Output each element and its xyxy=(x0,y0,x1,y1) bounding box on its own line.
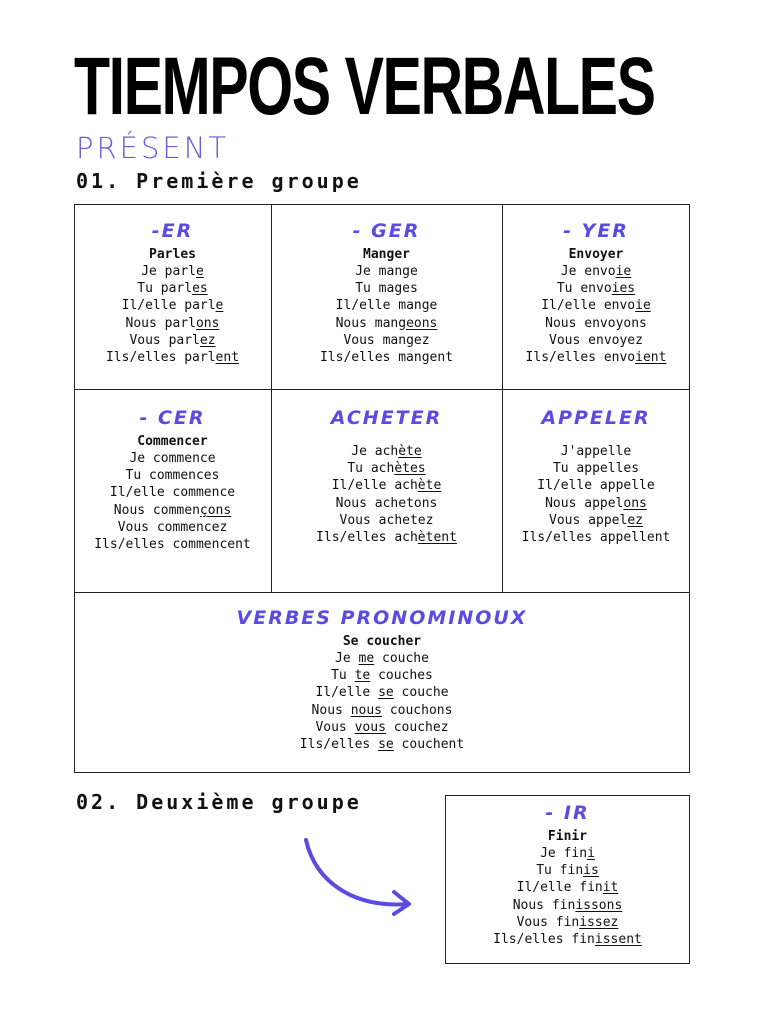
conjugation-line: Il/elle finit xyxy=(516,880,619,896)
cell-heading: - CER xyxy=(139,407,206,429)
verb-infinitive: Envoyer xyxy=(568,247,624,262)
conjugation-line: Tu envoies xyxy=(556,281,636,297)
conjugation-cell-ger xyxy=(271,218,502,366)
conjugation-line: Vous mangez xyxy=(343,332,430,348)
conjugation-cell-ir xyxy=(445,800,690,948)
conjugation-line: Vous envoyez xyxy=(549,332,643,348)
page-title: TIEMPOS VERBALES xyxy=(74,41,655,132)
conjugation-line: Il/elle commence xyxy=(109,485,236,501)
conjugation-line: Vous parlez xyxy=(129,332,216,348)
conjugation-line: Nous parlons xyxy=(125,315,220,331)
conjugation-line: Tu parles xyxy=(137,281,208,297)
conjugation-line: Ils/elles commencent xyxy=(94,537,251,553)
conjugation-cell-yer xyxy=(502,218,690,366)
cell-heading: ACHETER xyxy=(330,407,443,429)
cell-heading: - GER xyxy=(352,220,421,242)
conjugation-line: Je mange xyxy=(355,264,418,279)
conjugation-line: Je me couche xyxy=(335,651,429,666)
conjugation-line: Ils/elles parlent xyxy=(105,350,240,366)
conjugation-line: Ils/elles finissent xyxy=(493,932,642,948)
conjugation-line: Il/elle envoie xyxy=(541,298,651,314)
verb-infinitive: Finir xyxy=(547,829,588,844)
conjugation-line: Vous finissez xyxy=(516,914,619,930)
page-subtitle: PRÉSENT xyxy=(76,131,230,165)
conjugation-line: Ils/elles appellent xyxy=(521,530,671,546)
conjugation-line: Tu mages xyxy=(355,281,418,297)
section-heading-second-group: 02. Deuxième groupe xyxy=(76,790,362,814)
conjugation-cell-pronominal xyxy=(74,605,690,753)
conjugation-line: Vous appelez xyxy=(549,512,643,528)
cell-heading: - IR xyxy=(545,802,590,824)
conjugation-line: Vous vous couchez xyxy=(315,719,449,735)
conjugation-cell-acheter xyxy=(271,405,502,546)
conjugation-line: Vous achetez xyxy=(339,512,434,528)
conjugation-line: Nous mangeons xyxy=(335,315,438,331)
conjugation-line: Il/elle parle xyxy=(121,298,224,314)
table-divider xyxy=(74,389,690,390)
conjugation-line: Nous finissons xyxy=(512,897,623,913)
conjugation-line: Nous envoyons xyxy=(545,315,647,331)
conjugation-line: Nous achetons xyxy=(335,495,438,511)
conjugation-line: Je envoie xyxy=(560,264,632,279)
conjugation-cell-er xyxy=(74,218,271,366)
conjugation-line: Ils/elles envoient xyxy=(525,350,667,366)
conjugation-line: Nous appelons xyxy=(545,495,647,511)
curved-arrow-icon xyxy=(296,834,420,920)
table-divider xyxy=(74,592,690,593)
conjugation-cell-appeler xyxy=(502,405,690,546)
conjugation-line: Ils/elles achètent xyxy=(316,530,457,546)
section-heading-first-group: 01. Première groupe xyxy=(76,169,362,193)
cell-heading: VERBES PRONOMINOUX xyxy=(236,607,528,629)
conjugation-line: Tu te couches xyxy=(331,668,433,684)
verb-infinitive: Parles xyxy=(149,247,196,262)
conjugation-line: Je achète xyxy=(351,444,422,459)
conjugation-line: Nous nous couchons xyxy=(311,702,453,718)
conjugation-line: Je commence xyxy=(129,451,216,466)
conjugation-line: Tu finis xyxy=(536,863,599,879)
conjugation-line: Tu achètes xyxy=(347,461,426,477)
cell-heading: APPELER xyxy=(541,407,651,429)
conjugation-line: Vous commencez xyxy=(117,519,228,535)
cell-heading: - YER xyxy=(563,220,629,242)
conjugation-line: Il/elle mange xyxy=(335,298,438,314)
conjugation-line: Nous commençons xyxy=(113,502,232,518)
conjugation-line: Il/elle achète xyxy=(331,478,442,494)
conjugation-line: Je parle xyxy=(141,264,204,279)
verb-infinitive: Commencer xyxy=(137,434,208,449)
conjugation-line: Tu commences xyxy=(125,468,220,484)
conjugation-line: Ils/elles se couchent xyxy=(299,737,465,753)
conjugation-line: J'appelle xyxy=(560,444,632,459)
conjugation-line: Ils/elles mangent xyxy=(319,350,454,366)
verb-infinitive: Se coucher xyxy=(342,634,422,649)
conjugation-line: Tu appelles xyxy=(552,461,640,477)
conjugation-line: Il/elle appelle xyxy=(537,478,655,494)
cell-heading: -ER xyxy=(151,220,194,242)
verb-infinitive: Manger xyxy=(363,247,410,262)
conjugation-line: Il/elle se couche xyxy=(315,685,449,701)
conjugation-line: Je fini xyxy=(540,846,595,861)
conjugation-cell-cer xyxy=(74,405,271,553)
